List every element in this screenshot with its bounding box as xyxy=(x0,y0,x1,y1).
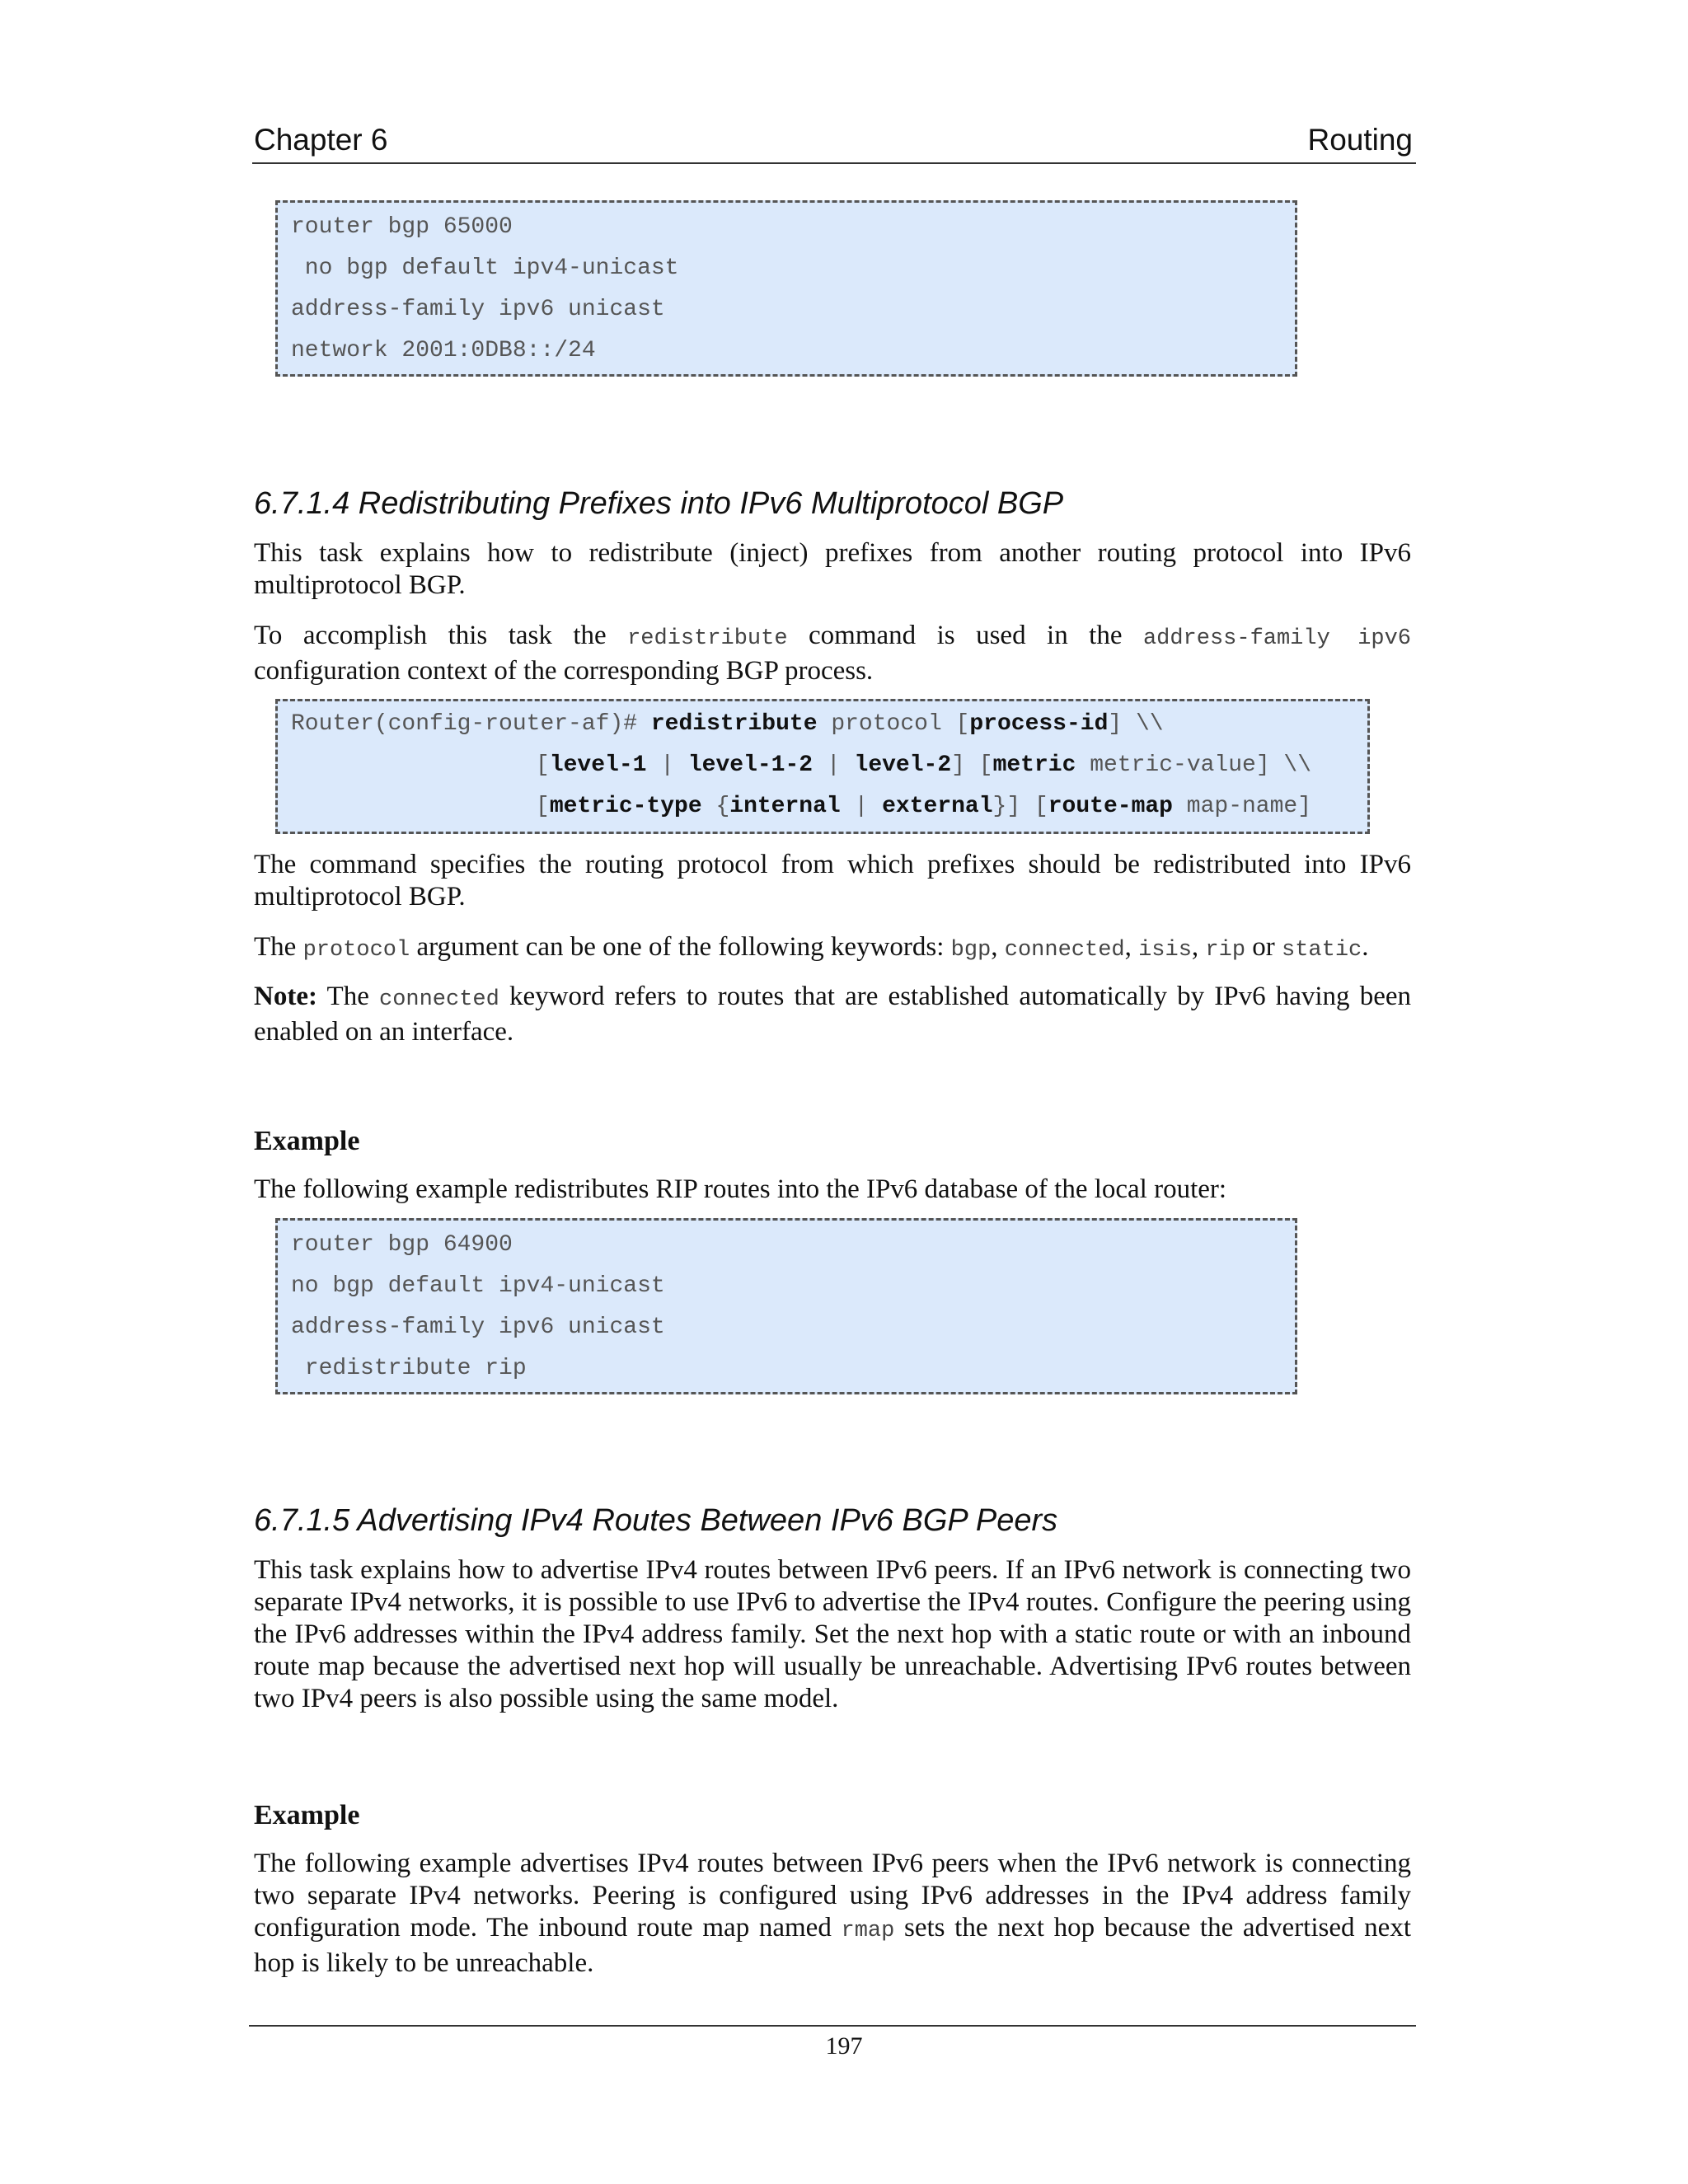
example-heading: Example xyxy=(254,1126,360,1156)
example-heading: Example xyxy=(254,1800,360,1830)
paragraph-redistribute-context: To accomplish this task the redistribute command is used in the address-family ipv6 configuration context of the corresponding BGP process. xyxy=(254,621,1412,686)
syntax-block-redistribute xyxy=(275,699,1370,834)
footer-rule xyxy=(249,2025,1416,2027)
keyword-connected: connected xyxy=(1004,938,1125,963)
code-block-bgp-64900 xyxy=(275,1218,1297,1394)
paragraph: This task explains how to advertise IPv4 routes between IPv6 peers. If an IPv6 network is connecting two separate IPv4 networks, it is possible to use IPv6 to advertise the IPv4 routes. Configure the peering using the IPv6 addresses within the IPv4 address family. Set the next hop with a static route or with an inbound route map because the advertised next hop will usually be unreachable. Advertising IPv6 routes between two IPv4 peers is also possible using the same model. xyxy=(254,1555,1411,1713)
inline-code: protocol xyxy=(302,938,410,963)
note-label: Note: xyxy=(254,982,317,1011)
syntax-line-2: [level-1 | level-1-2 | level-2] [metric metric-value] \\ xyxy=(536,752,1312,778)
code-line: router bgp 65000 xyxy=(291,214,513,240)
paragraph: The command specifies the routing protocol from which prefixes should be redistributed into IPv6 multiprotocol BGP. xyxy=(254,850,1411,912)
code-line: address-family ipv6 unicast xyxy=(291,1315,665,1340)
section-title: Routing xyxy=(1307,123,1413,157)
section-heading-6-7-1-5: 6.7.1.5 Advertising IPv4 Routes Between IPv6 BGP Peers xyxy=(254,1503,1058,1538)
page-header xyxy=(252,120,1416,164)
code-line: redistribute rip xyxy=(291,1356,527,1381)
paragraph: This task explains how to redistribute (inject) prefixes from another routing protocol into IPv6 multiprotocol BGP. xyxy=(254,538,1411,600)
syntax-line-1: Router(config-router-af)# redistribute protocol [process-id] \\ xyxy=(291,711,1164,737)
code-line: address-family ipv6 unicast xyxy=(291,297,665,322)
note-paragraph: Note: The connected keyword refers to routes that are established automatically by IPv6 having been enabled on an interface. xyxy=(254,982,1412,1047)
inline-code: connected xyxy=(379,987,499,1012)
code-line: no bgp default ipv4-unicast xyxy=(291,255,679,281)
code-line: no bgp default ipv4-unicast xyxy=(291,1273,665,1299)
paragraph-rmap-example: The following example advertises IPv4 routes between IPv6 peers when the IPv6 network is connecting two separate IPv4 networks. Peering is configured using IPv6 addresses in the IPv4 address family configuration mode. The inbound route map named rmap sets the next hop because the advertised next hop is likely to be unreachable. xyxy=(254,1849,1411,1978)
code-block-bgp-65000 xyxy=(275,200,1297,377)
paragraph-protocol-keywords: The protocol argument can be one of the following keywords: bgp, connected, isis, rip or static. xyxy=(254,932,1369,963)
section-heading-6-7-1-4: 6.7.1.4 Redistributing Prefixes into IPv6 Multiprotocol BGP xyxy=(254,486,1064,521)
syntax-line-3: [metric-type {internal | external}] [route-map map-name] xyxy=(536,794,1312,819)
page-number: 197 xyxy=(825,2032,863,2060)
keyword-isis: isis xyxy=(1138,938,1192,963)
keyword-bgp: bgp xyxy=(950,938,992,963)
keyword-rip: rip xyxy=(1205,938,1246,963)
keyword-static: static xyxy=(1282,938,1362,963)
inline-code: rmap xyxy=(841,1919,895,1943)
chapter-title: Chapter 6 xyxy=(254,123,388,157)
inline-code: redistribute xyxy=(627,626,788,651)
code-line: network 2001:0DB8::/24 xyxy=(291,338,596,363)
paragraph: The following example redistributes RIP routes into the IPv6 database of the local router: xyxy=(254,1174,1227,1204)
code-line: router bgp 64900 xyxy=(291,1232,513,1258)
inline-code: address-family ipv6 xyxy=(1142,626,1412,651)
